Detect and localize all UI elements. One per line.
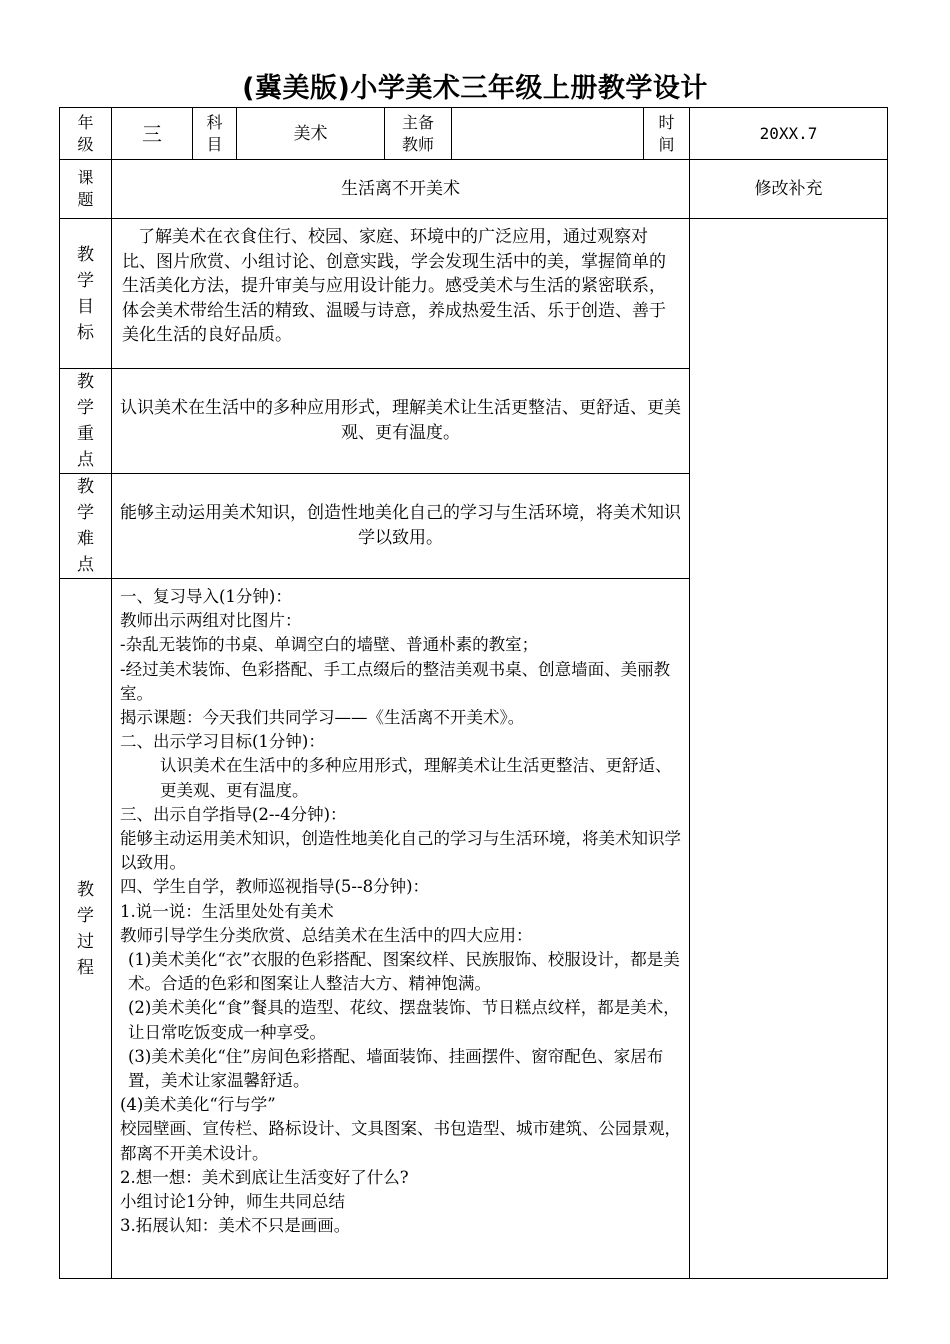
grade-label: 年 级 — [60, 108, 112, 160]
process-line: 一、复习导入(1分钟)： — [120, 587, 292, 606]
topic-row — [60, 160, 888, 219]
process-line: (2)美术美化“食”餐具的造型、花纹、摆盘装饰、节日糕点纹样，都是美术，让日常吃饭变成一种享受。 — [128, 998, 680, 1042]
grade-value: 三 — [112, 108, 193, 160]
process-line: 能够主动运用美术知识，创造性地美化自己的学习与生活环境，将美术知识学以致用。 — [120, 829, 681, 873]
process-line: (4)美术美化“行与学” — [120, 1095, 276, 1115]
process-line: 四、学生自学，教师巡视指导(5--8分钟)： — [120, 877, 430, 897]
objective-text: 了解美术在衣食住行、校园、家庭、环境中的广泛应用，通过观察对比、图片欣赏、小组讨论、创意实践，学会发现生活中的美，掌握简单的生活美化方法，提升审美与应用设计能力。感受美术与生活的紧密联系，体会美术带给生活的精致、温暖与诗意，养成热爱生活、乐于创造、善于美化生活的良好品质。 — [112, 219, 690, 369]
subject-label: 科 目 — [193, 108, 237, 160]
difficulty-text: 能够主动运用美术知识，创造性地美化自己的学习与生活环境，将美术知识学以致用。 — [112, 474, 690, 579]
teacher-label: 主备 教师 — [385, 108, 452, 160]
teacher-value — [452, 108, 644, 160]
process-line: -经过美术装饰、色彩搭配、手工点缀后的整洁美观书桌、创意墙面、美丽教室。 — [120, 659, 671, 703]
process-line: 教师引导学生分类欣赏、总结美术在生活中的四大应用： — [120, 925, 533, 945]
process-text — [112, 579, 690, 1279]
process-line: 二、出示学习目标(1分钟)： — [120, 732, 325, 752]
header-row — [60, 108, 888, 160]
objective-row — [60, 219, 888, 369]
revise-column — [690, 219, 888, 1279]
process-line: 认识美术在生活中的多种应用形式，理解美术让生活更整洁、更舒适、更美观、更有温度。 — [160, 756, 672, 800]
process-line: 教师出示两组对比图片： — [120, 611, 302, 631]
process-line: 三、出示自学指导(2--4分钟)： — [120, 804, 347, 824]
time-label: 时 间 — [644, 108, 690, 160]
process-line: (1)美术美化“衣”衣服的色彩搭配、图案纹样、民族服饰、校服设计，都是美术。合适的色彩和图案让人整洁大方、精神饱满。 — [128, 950, 680, 994]
process-line: 校园壁画、宣传栏、路标设计、文具图案、书包造型、城市建筑、公园景观，都离不开美术设计。 — [120, 1119, 681, 1163]
subject-value: 美术 — [237, 108, 385, 160]
process-line: (3)美术美化“住”房间色彩搭配、墙面装饰、挂画摆件、窗帘配色、家居布置，美术让家温馨舒适。 — [128, 1046, 664, 1091]
process-line: -杂乱无装饰的书桌、单调空白的墙壁、普通朴素的教室； — [120, 635, 539, 655]
process-line: 揭示课题：今天我们共同学习——《生活离不开美术》。 — [120, 708, 525, 728]
lesson-plan-table — [59, 107, 888, 1279]
topic-value: 生活离不开美术 — [112, 160, 690, 219]
time-value: 20XX.7 — [690, 108, 888, 160]
process-line: 2.想一想：美术到底让生活变好了什么? — [120, 1167, 409, 1187]
topic-label: 课 题 — [60, 160, 112, 219]
difficulty-label: 教 学 难 点 — [60, 474, 112, 579]
process-line: 小组讨论1分钟，师生共同总结 — [120, 1192, 345, 1212]
page-title: (冀美版)小学美术三年级上册教学设计 — [242, 73, 708, 104]
process-line: 3.拓展认知：美术不只是画画。 — [120, 1216, 351, 1236]
key-point-text: 认识美术在生活中的多种应用形式，理解美术让生活更整洁、更舒适、更美观、更有温度。 — [112, 369, 690, 474]
process-line: 1.说一说：生活里处处有美术 — [120, 901, 334, 921]
key-point-label: 教 学 重 点 — [60, 369, 112, 474]
objective-label: 教 学 目 标 — [60, 219, 112, 369]
revise-label: 修改补充 — [690, 160, 888, 219]
process-label: 教 学 过 程 — [60, 579, 112, 1279]
